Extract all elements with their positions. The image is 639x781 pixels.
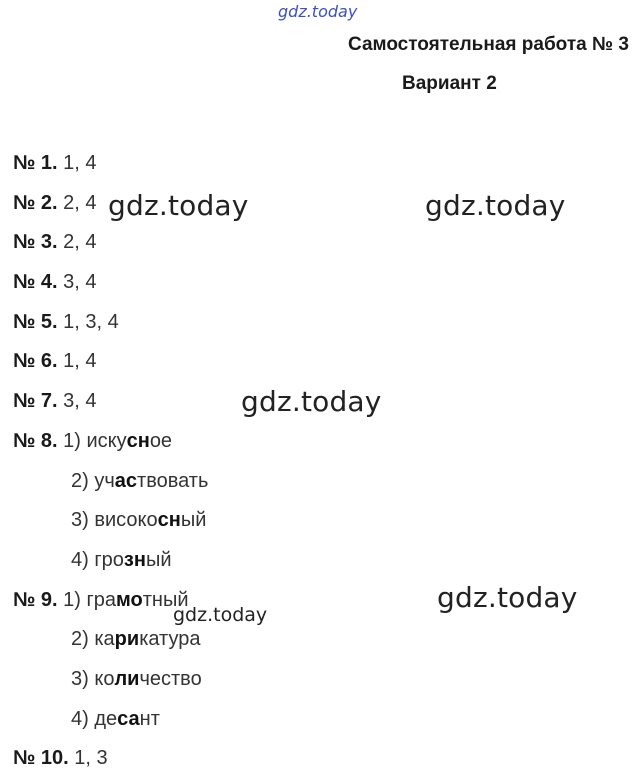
answer-number: № 2. (13, 191, 58, 214)
word-part: де (94, 707, 118, 730)
item-index: 2) (71, 628, 89, 651)
answer-number: № 4. (13, 271, 58, 294)
word-part: твовать (137, 469, 209, 492)
watermark: gdz.today (173, 604, 268, 626)
word-part: иску (86, 429, 127, 452)
answer-row (13, 702, 613, 742)
answer-value: 1, 4 (63, 350, 97, 373)
item-index: 3) (71, 667, 89, 690)
word-part: високо (94, 509, 158, 532)
word-part: гро (94, 548, 124, 571)
word-item (71, 509, 206, 531)
word-highlight: мо (116, 588, 143, 611)
item-index: 4) (71, 707, 89, 730)
answer-row (13, 622, 613, 662)
answer-row (13, 543, 613, 583)
answer-value: 2, 4 (63, 191, 97, 214)
watermark: gdz.today (108, 189, 249, 222)
answer-value: 2, 4 (63, 231, 97, 254)
item-index: 4) (71, 548, 89, 571)
word-item (71, 708, 160, 730)
answer-number: № 7. (13, 390, 58, 413)
answer-row (13, 741, 613, 781)
word-part: катура (139, 628, 201, 651)
word-item (63, 430, 172, 452)
answer-row (13, 503, 613, 543)
watermark-top: gdz.today (278, 2, 358, 21)
answer-value: 3, 4 (63, 271, 97, 294)
word-item (71, 470, 208, 492)
word-item (71, 628, 200, 650)
answer-value: 3, 4 (63, 390, 97, 413)
item-index: 3) (71, 509, 89, 532)
answer-row (13, 265, 613, 305)
answer-value: 1, 4 (63, 152, 97, 174)
answer-row (13, 384, 613, 424)
word-highlight: ас (114, 469, 138, 492)
word-part: ый (180, 509, 207, 532)
word-item (71, 549, 171, 571)
answer-row (13, 186, 613, 226)
word-part: нт (139, 707, 160, 730)
answer-row (13, 583, 613, 623)
item-index: 2) (71, 469, 89, 492)
word-highlight: ри (114, 628, 140, 651)
word-part: гра (86, 588, 116, 611)
answer-row (13, 662, 613, 702)
answer-number: № 8. (13, 429, 58, 452)
answer-row (13, 146, 613, 186)
word-part: чество (139, 667, 202, 690)
answer-number: № 9. (13, 588, 58, 611)
word-part: ый (145, 548, 172, 571)
watermark: gdz.today (425, 189, 566, 222)
watermark: gdz.today (437, 581, 578, 614)
word-part: ко (94, 667, 115, 690)
answer-number: № 3. (13, 231, 58, 254)
answer-row (13, 305, 613, 345)
answer-list (13, 146, 613, 781)
answer-row (13, 424, 613, 464)
word-part: уч (94, 469, 115, 492)
answer-number: № 6. (13, 350, 58, 373)
answer-number: № 1. (13, 152, 58, 174)
word-item (63, 589, 188, 611)
word-part: ка (94, 628, 115, 651)
word-highlight: сн (157, 509, 181, 532)
item-index: 1) (63, 588, 81, 611)
answer-number: № 5. (13, 310, 58, 333)
word-highlight: сн (126, 429, 150, 452)
word-highlight: зн (123, 548, 146, 571)
item-index: 1) (63, 429, 81, 452)
watermark: gdz.today (241, 385, 382, 418)
answer-number: № 10. (13, 747, 69, 770)
word-highlight: ли (114, 667, 140, 690)
word-part: тный (142, 588, 189, 611)
word-item (71, 668, 202, 690)
answer-row (13, 225, 613, 265)
answer-value: 1, 3 (74, 747, 108, 770)
answer-value: 1, 3, 4 (63, 310, 119, 333)
word-highlight: са (117, 707, 140, 730)
variant-label: Вариант 2 (402, 73, 497, 94)
answer-row (13, 344, 613, 384)
page-title: Самостоятельная работа № 3 (348, 34, 629, 55)
answer-row (13, 464, 613, 504)
word-part: ое (149, 429, 173, 452)
